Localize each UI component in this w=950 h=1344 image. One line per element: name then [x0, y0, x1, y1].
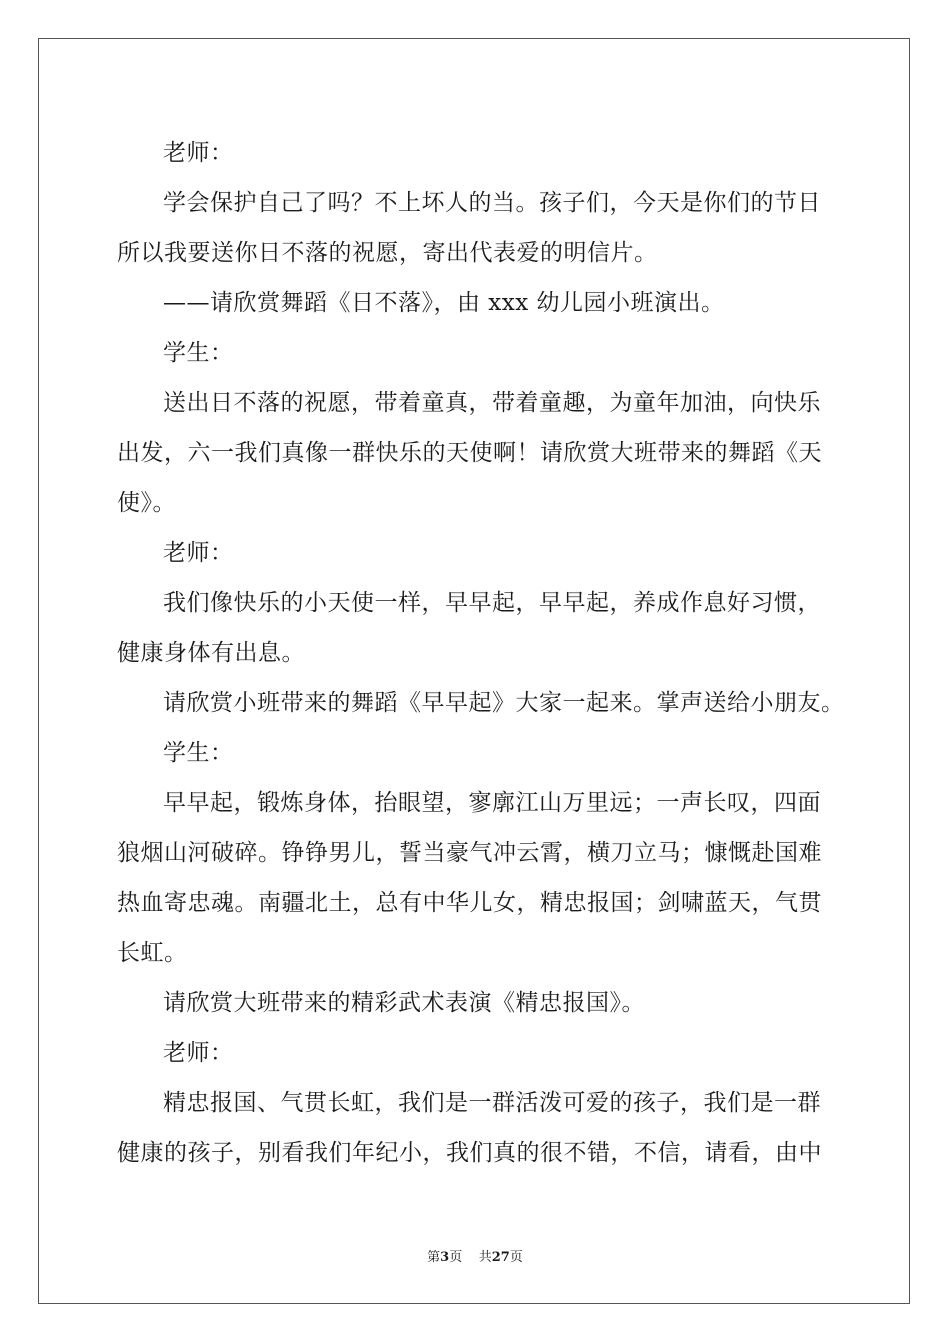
- document-body: [117, 128, 845, 1178]
- paragraph: 学生：: [163, 340, 234, 366]
- page-number-label: 第3页: [427, 1250, 463, 1265]
- paragraph: 长虹。: [117, 940, 188, 966]
- paragraph: 早早起，锻炼身体，抬眼望，寥廓江山万里远；一声长叹，四面: [163, 790, 821, 816]
- paragraph: 学生：: [163, 740, 234, 766]
- paragraph: 请欣赏大班带来的精彩武术表演《精忠报国》。: [163, 990, 645, 1016]
- paragraph: 老师：: [163, 540, 234, 566]
- paragraph: 我们像快乐的小天使一样，早早起，早早起，养成作息好习惯，: [163, 590, 821, 616]
- page-footer: [0, 1246, 950, 1265]
- paragraph: 热血寄忠魂。南疆北土，总有中华儿女，精忠报国；剑啸蓝天，气贯: [117, 890, 822, 916]
- total-pages-label: 共27页: [478, 1250, 523, 1265]
- paragraph: 使》。: [117, 490, 176, 516]
- paragraph: 送出日不落的祝愿，带着童真，带着童趣，为童年加油，向快乐: [163, 390, 821, 416]
- paragraph: 所以我要送你日不落的祝愿，寄出代表爱的明信片。: [117, 240, 658, 266]
- paragraph: 健康身体有出息。: [117, 640, 305, 666]
- paragraph: 学会保护自己了吗？不上坏人的当。孩子们，今天是你们的节日: [163, 190, 821, 216]
- paragraph: 老师：: [163, 1040, 234, 1066]
- paragraph: 健康的孩子，别看我们年纪小，我们真的很不错，不信，请看，由中: [117, 1140, 822, 1166]
- paragraph: ——请欣赏舞蹈《日不落》，由 xxx 幼儿园小班演出。: [163, 290, 725, 316]
- paragraph: 请欣赏小班带来的舞蹈《早早起》大家一起来。掌声送给小朋友。: [163, 690, 845, 716]
- paragraph: 狼烟山河破碎。铮铮男儿，誓当豪气冲云霄，横刀立马；慷慨赴国难: [117, 840, 822, 866]
- paragraph: 老师：: [163, 140, 234, 166]
- paragraph: 精忠报国、气贯长虹，我们是一群活泼可爱的孩子，我们是一群: [163, 1090, 821, 1116]
- paragraph: 出发，六一我们真像一群快乐的天使啊！请欣赏大班带来的舞蹈《天: [117, 440, 822, 466]
